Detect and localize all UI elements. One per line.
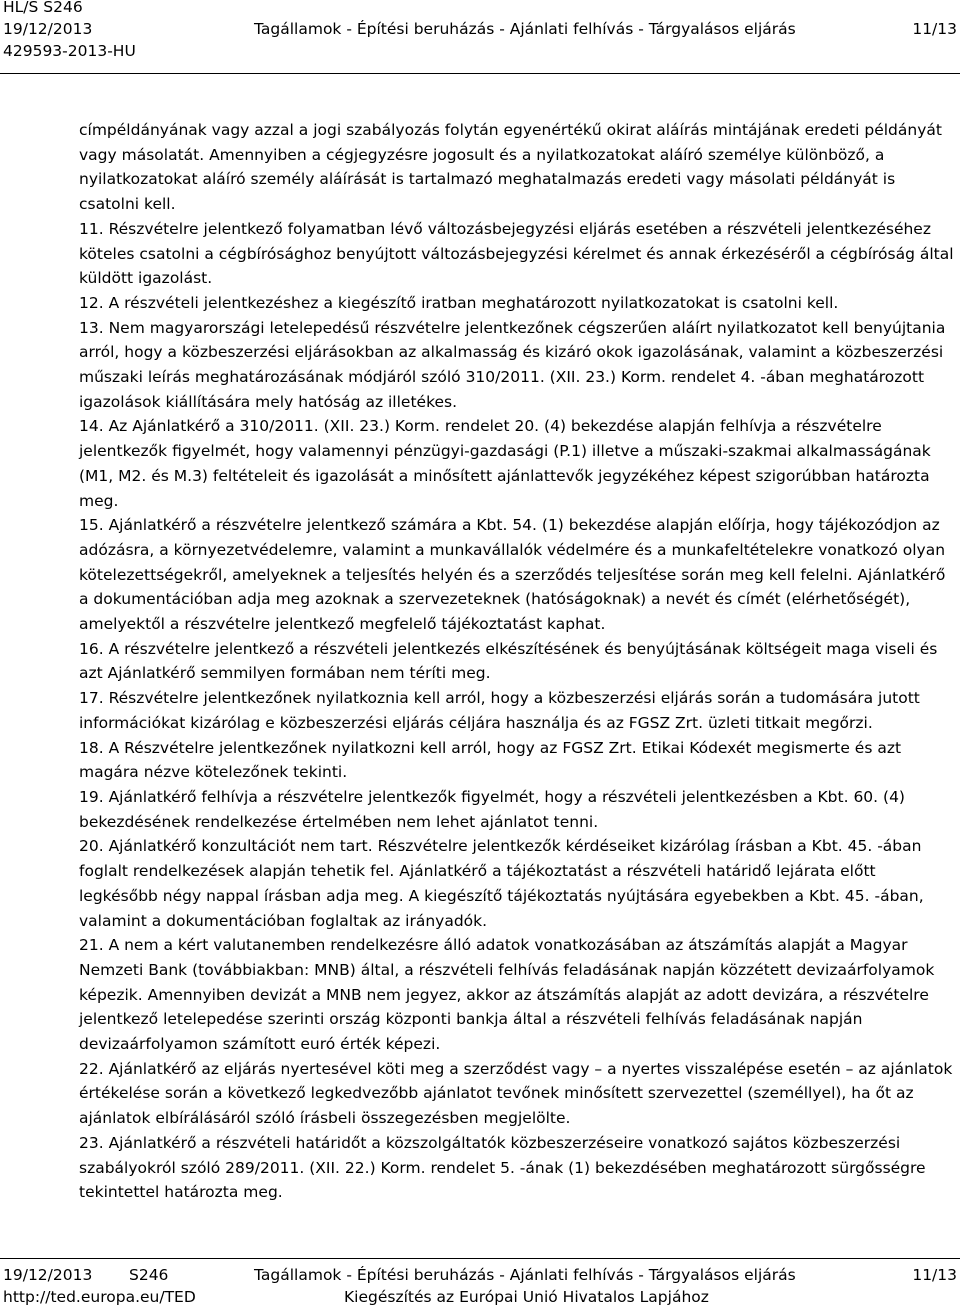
paragraph-21: 21. A nem a kért valutanemben rendelkezésre álló adatok vonatkozásában az átszámítás alapját a Magyar Nemzeti Bank (továbbiakban: MNB) által, a részvételi felhívás feladásának napján közzétett devizaárfolyamok képezik. Amennyiben devizát a MNB nem jegyez, akkor az átszámítás alapját az adott devizára, a részvételre jelentkező letelepedése szerinti ország központi bankja által a részvételi felhívás feladásának napján devizaárfolyamon számított euró érték képezi. — [79, 936, 935, 1054]
footer-date: 19/12/2013 — [3, 1266, 93, 1284]
paragraph-12: 12. A részvételi jelentkezéshez a kiegészítő iratban meghatározott nyilatkozatokat is csatolni kell. — [79, 293, 839, 312]
paragraph-continuation: címpéldányának vagy azzal a jogi szabályozás folytán egyenértékű okirat aláírás mintájának eredeti példányát vagy másolatát. Amennyiben a cégjegyzésre jogosult és a nyilatkozatokat aláíró személye különböző, a nyilatkozatokat aláíró személy aláírását is tartalmazó meghatalmazás eredeti vagy másolati példányát is csatolni kell. — [79, 121, 942, 214]
paragraph-11: 11. Részvételre jelentkező folyamatban lévő változásbejegyzési eljárás esetében a részvételi jelentkezéséhez köteles csatolni a cégbírósághoz benyújtott változásbejegyzési kérelmet és annak érkezéséről a cégbíróság által küldött igazolást. — [79, 219, 954, 288]
page-header — [3, 0, 957, 62]
document-body — [79, 118, 957, 1205]
page-footer — [3, 1264, 957, 1308]
header-row-3 — [3, 40, 957, 62]
footer-divider — [0, 1258, 960, 1259]
footer-row-1 — [3, 1264, 957, 1286]
header-page-number: 11/13 — [912, 20, 957, 38]
footer-issue: S246 — [129, 1266, 169, 1284]
footer-supplement: Kiegészítés az Európai Unió Hivatalos Lapjához — [344, 1288, 709, 1306]
footer-url: http://ted.europa.eu/TED — [3, 1288, 196, 1306]
footer-row-2 — [3, 1286, 957, 1308]
journal-reference: HL/S S246 — [3, 0, 83, 16]
paragraph-18: 18. A Részvételre jelentkezőnek nyilatkozni kell arról, hogy az FGSZ Zrt. Etikai Kódexét megismerte és azt magára nézve kötelezőnek tekinti. — [79, 738, 902, 782]
document-id: 429593-2013-HU — [3, 42, 136, 60]
paragraph-13: 13. Nem magyarországi letelepedésű részvételre jelentkezőnek cégszerűen aláírt nyilatkozatot kell benyújtania arról, hogy a közbeszerzési eljárásokban az alkalmasság és kizáró okok igazolásának, valamint a közbeszerzési műszaki leírás meghatározásának módjáról szóló 310/2011. (XII. 23.) Korm. rendelet 4. -ában meghatározott igazolások kiállítására mely hatóság az illetékes. — [79, 318, 946, 411]
paragraph-17: 17. Részvételre jelentkezőnek nyilatkoznia kell arról, hogy a közbeszerzési eljárás során a tudomására jutott információkat kizárólag e közbeszerzési eljárás céljára használja és az FGSZ Zrt. üzleti titkait megőrzi. — [79, 689, 920, 732]
header-row-2 — [3, 18, 957, 40]
header-date: 19/12/2013 — [3, 20, 93, 38]
paragraph-16: 16. A részvételre jelentkező a részvételi jelentkezés elkészítésének és benyújtásának költségeit maga viseli és azt Ajánlatkérő semmilyen formában nem téríti meg. — [79, 639, 938, 683]
paragraph-22: 22. Ajánlatkérő az eljárás nyertesével köti meg a szerződést vagy – a nyertes visszalépése esetén – az ajánlatok értékelése során a következő legkedvezőbb ajánlatot tevőnek minősített szervezettel (személlyel), ha őt az ajánlatok elbírálásáról szóló írásbeli összegezésben megjelölte. — [79, 1059, 953, 1128]
header-divider — [0, 73, 960, 74]
paragraph-19: 19. Ajánlatkérő felhívja a részvételre jelentkezők figyelmét, hogy a részvételi jelentkezésben a Kbt. 60. (4) bekezdésének rendelkezése értelmében nem lehet ajánlatot tenni. — [79, 787, 905, 831]
paragraph-15: 15. Ajánlatkérő a részvételre jelentkező számára a Kbt. 54. (1) bekezdése alapján előírja, hogy tájékozódjon az adózásra, a környezetvédelemre, valamint a munkavállalók védelmére és a munkafeltételekre vonatkozó olyan kötelezettségekről, amelyeknek a teljesítés helyén és a szerződés teljesítése során meg kell felelni. Ajánlatkérő a dokumentációban adja meg azoknak a szervezeteknek (hatóságoknak) a nevét és címét (elérhetőségét), amelyektől a részvételre jelentkező megfelelő tájékoztatást kaphat. — [79, 516, 946, 634]
header-title: Tagállamok - Építési beruházás - Ajánlati felhívás - Tárgyalásos eljárás — [254, 20, 796, 38]
paragraph-14: 14. Az Ajánlatkérő a 310/2011. (XII. 23.) Korm. rendelet 20. (4) bekezdése alapján felhívja a részvételre jelentkezők figyelmét, hogy valamennyi pénzügyi-gazdasági (P.1) illetve a műszaki-szakmai alkalmasságának (M1, M2. és M.3) feltételeit és igazolását a minősített ajánlattevők jegyzékéhez képest szigorúbban határozta meg. — [79, 417, 931, 510]
paragraph-20: 20. Ajánlatkérő konzultációt nem tart. Részvételre jelentkezők kérdéseiket kizárólag írásban a Kbt. 45. -ában foglalt rendelkezések alapján tehetik fel. Ajánlatkérő a tájékoztatást a részvételi határidő lejárata előtt legkésőbb négy nappal írásban adja meg. A kiegészítő tájékoztatás nyújtására egyebekben a Kbt. 45. -ában, valamint a dokumentációban foglaltak az irányadók. — [79, 837, 924, 930]
footer-page-number: 11/13 — [912, 1266, 957, 1284]
footer-title: Tagállamok - Építési beruházás - Ajánlati felhívás - Tárgyalásos eljárás — [254, 1266, 796, 1284]
header-row-1 — [3, 0, 957, 18]
paragraph-23: 23. Ajánlatkérő a részvételi határidőt a közszolgáltatók közbeszerzéseire vonatkozó sajátos közbeszerzési szabályokról szóló 289/2011. (XII. 22.) Korm. rendelet 5. -ának (1) bekezdésében meghatározott sürgősségre tekintettel határozta meg. — [79, 1133, 926, 1202]
